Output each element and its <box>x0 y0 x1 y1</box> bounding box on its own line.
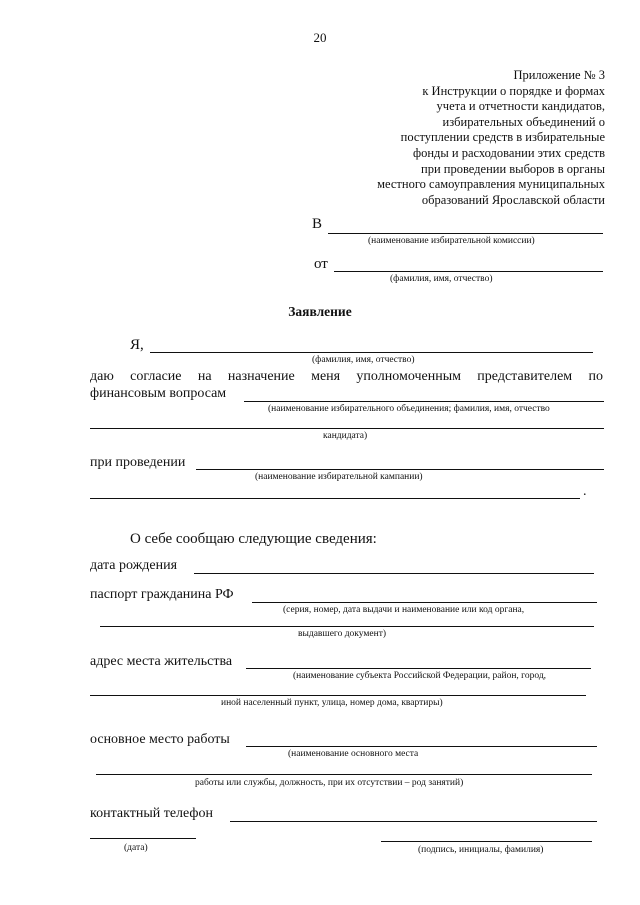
passport-field[interactable] <box>252 602 597 603</box>
party-candidate-field-2[interactable] <box>90 428 604 429</box>
period: . <box>583 484 587 499</box>
passport-hint-2: выдавшего документ) <box>298 629 387 639</box>
applicant-name-field[interactable] <box>150 352 593 353</box>
address-field[interactable] <box>246 668 591 669</box>
work-hint-2: работы или службы, должность, при их отсутствии – род занятий) <box>195 778 464 788</box>
finance-label: финансовым вопросам <box>90 386 227 401</box>
appendix-line: фонды и расходовании этих средств <box>412 145 605 160</box>
to-label: В <box>312 216 323 232</box>
birth-date-field[interactable] <box>194 573 594 574</box>
appendix-line: избирательных объединений о <box>442 114 605 129</box>
campaign-field[interactable] <box>196 469 604 470</box>
campaign-hint: (наименование избирательной кампании) <box>255 472 423 482</box>
appendix-line: при проведении выборов в органы <box>421 161 605 176</box>
party-candidate-field[interactable] <box>244 401 604 402</box>
appendix-line: поступлении средств в избирательные <box>400 130 605 145</box>
work-field-2[interactable] <box>96 774 592 775</box>
from-name-field[interactable] <box>334 271 603 272</box>
address-hint-2: иной населенный пункт, улица, номер дома, квартиры) <box>221 698 443 708</box>
party-candidate-hint: (наименование избирательного объединения; фамилия, имя, отчество <box>268 404 550 414</box>
signature-field[interactable] <box>381 841 592 842</box>
address-hint: (наименование субъекта Российской Федерации, район, город, <box>293 671 547 681</box>
commission-hint: (наименование избирательной комиссии) <box>368 236 535 246</box>
appendix-line: к Инструкции о порядке и формах <box>422 83 605 98</box>
during-label: при проведении <box>90 455 186 470</box>
party-candidate-hint-2: кандидата) <box>323 431 368 441</box>
campaign-field-2[interactable] <box>90 498 580 499</box>
appendix-line: учета и отчетности кандидатов, <box>436 99 605 114</box>
address-label: адрес места жительства <box>90 654 233 669</box>
page-number: 20 <box>313 30 327 45</box>
address-field-2[interactable] <box>90 695 586 696</box>
document-title: Заявление <box>288 304 352 319</box>
date-field[interactable] <box>90 838 196 839</box>
appendix-line: местного самоуправления муниципальных <box>377 177 605 192</box>
signature-hint: (подпись, инициалы, фамилия) <box>418 845 544 855</box>
applicant-name-hint: (фамилия, имя, отчество) <box>312 355 415 365</box>
work-label: основное место работы <box>90 732 230 747</box>
passport-hint: (серия, номер, дата выдачи и наименование или код органа, <box>283 605 525 615</box>
i-label: Я, <box>130 337 144 353</box>
phone-field[interactable] <box>230 821 597 822</box>
work-field[interactable] <box>246 746 597 747</box>
info-intro: О себе сообщаю следующие сведения: <box>130 531 377 547</box>
consent-text: даю согласие на назначение меня уполномоченным представителем по <box>90 369 603 384</box>
birth-label: дата рождения <box>90 558 178 573</box>
passport-field-2[interactable] <box>100 626 594 627</box>
passport-label: паспорт гражданина РФ <box>90 587 234 602</box>
appendix-line: образований Ярославской области <box>421 192 605 207</box>
appendix-line: Приложение № 3 <box>513 68 605 82</box>
work-hint: (наименование основного места <box>288 749 419 759</box>
appendix-block <box>325 68 605 208</box>
from-label: от <box>314 256 328 272</box>
from-hint: (фамилия, имя, отчество) <box>390 274 493 284</box>
date-hint: (дата) <box>124 843 148 853</box>
phone-label: контактный телефон <box>90 806 213 821</box>
commission-field[interactable] <box>328 233 603 234</box>
